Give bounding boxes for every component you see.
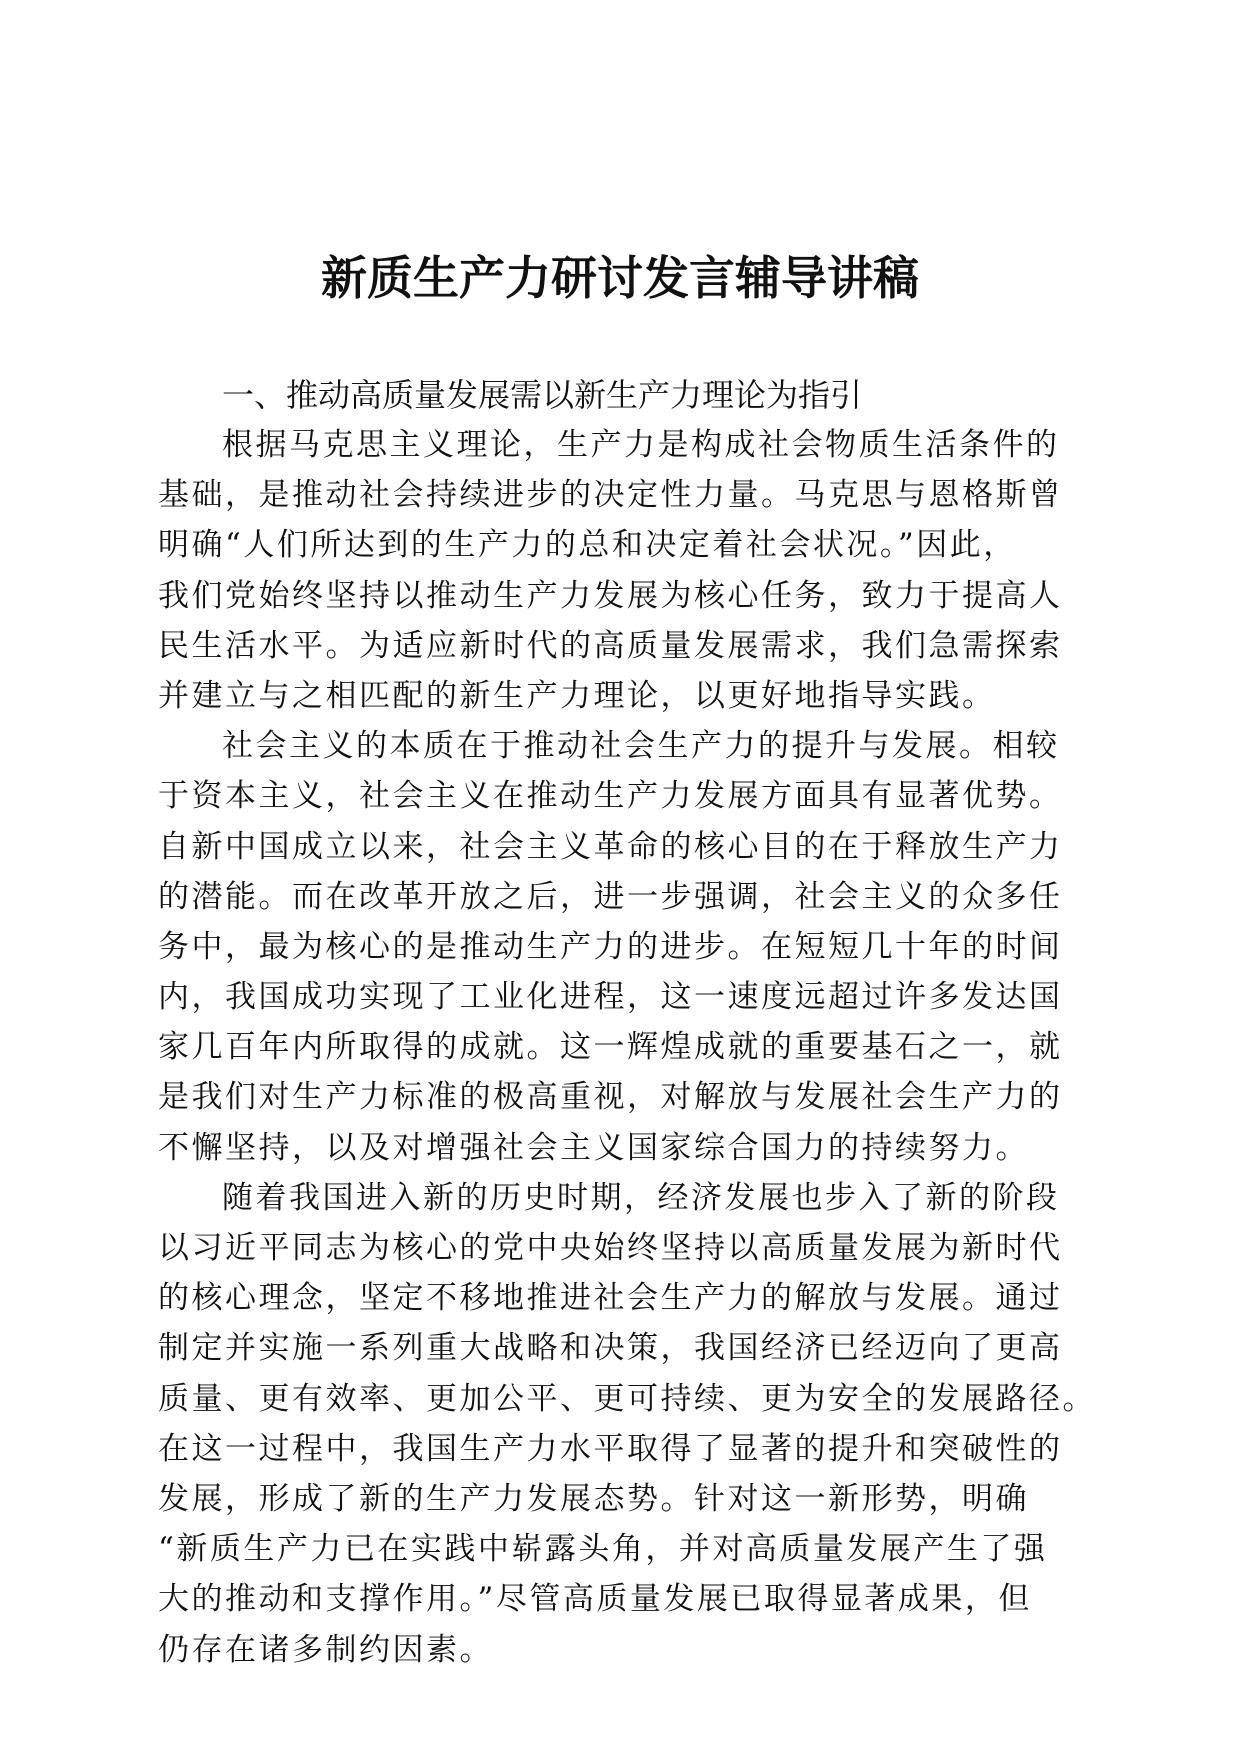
paragraph-line: 明确“人们所达到的生产力的总和决定着社会状况。”因此，: [158, 527, 1017, 564]
paragraph-line: 仍存在诸多制约因素。: [158, 1631, 493, 1668]
paragraph-line: 我们党始终坚持以推动生产力发展为核心任务，致力于提高人: [158, 577, 1063, 614]
paragraph-line: 家几百年内所取得的成就。这一辉煌成就的重要基石之一，就: [158, 1029, 1063, 1066]
paragraph-line: 基础，是推动社会持续进步的决定性力量。马克思与恩格斯曾: [158, 477, 1063, 514]
paragraph-line: 的核心理念，坚定不移地推进社会生产力的解放与发展。通过: [158, 1280, 1063, 1317]
paragraph-line: 随着我国进入新的历史时期，经济发展也步入了新的阶段: [222, 1179, 1060, 1216]
paragraph: [158, 420, 1080, 721]
paragraph-line: 发展，形成了新的生产力发展态势。针对这一新形势，明确: [158, 1480, 1029, 1517]
document-body: [158, 370, 1096, 1675]
paragraph-line: 大的推动和支撑作用。”尽管高质量发展已取得显著成果，但: [158, 1581, 1032, 1618]
paragraph-line: 在这一过程中，我国生产力水平取得了显著的提升和突破性的: [158, 1430, 1063, 1467]
paragraph-line: 自新中国成立以来，社会主义革命的核心目的在于释放生产力: [158, 828, 1063, 865]
section-heading: 一、推动高质量发展需以新生产力理论为指引: [222, 376, 863, 414]
paragraph-line: 社会主义的本质在于推动社会生产力的提升与发展。相较: [222, 728, 1060, 765]
paragraph-line: 根据马克思主义理论，生产力是构成社会物质生活条件的: [222, 427, 1060, 463]
paragraph: [158, 721, 1080, 1173]
paragraph-line: 务中，最为核心的是推动生产力的进步。在短短几十年的时间: [158, 928, 1063, 965]
paragraph-line: 制定并实施一系列重大战略和决策，我国经济已经迈向了更高: [158, 1330, 1063, 1367]
paragraph-line: 内，我国成功实现了工业化进程，这一速度远超过许多发达国: [158, 979, 1063, 1016]
paragraph-line: 于资本主义，社会主义在推动生产力发展方面具有显著优势。: [158, 778, 1063, 815]
paragraph-line: “新质生产力已在实践中崭露头角，并对高质量发展产生了强: [158, 1531, 1048, 1568]
paragraph-line: 以习近平同志为核心的党中央始终坚持以高质量发展为新时代: [158, 1230, 1063, 1266]
paragraph-line: 不懈坚持，以及对增强社会主义国家综合国力的持续努力。: [158, 1129, 1029, 1166]
paragraph-line: 民生活水平。为适应新时代的高质量发展需求，我们急需探索: [158, 627, 1063, 664]
paragraph-line: 的潜能。而在改革开放之后，进一步强调，社会主义的众多任: [158, 878, 1063, 915]
paragraph-line: 并建立与之相匹配的新生产力理论，以更好地指导实践。: [158, 677, 996, 714]
paragraph: [158, 1173, 1096, 1675]
document-title: 新质生产力研讨发言辅导讲稿: [321, 251, 919, 305]
paragraph-line: 是我们对生产力标准的极高重视，对解放与发展社会生产力的: [158, 1079, 1063, 1116]
paragraph-line: 质量、更有效率、更加公平、更可持续、更为安全的发展路径。: [158, 1380, 1096, 1417]
